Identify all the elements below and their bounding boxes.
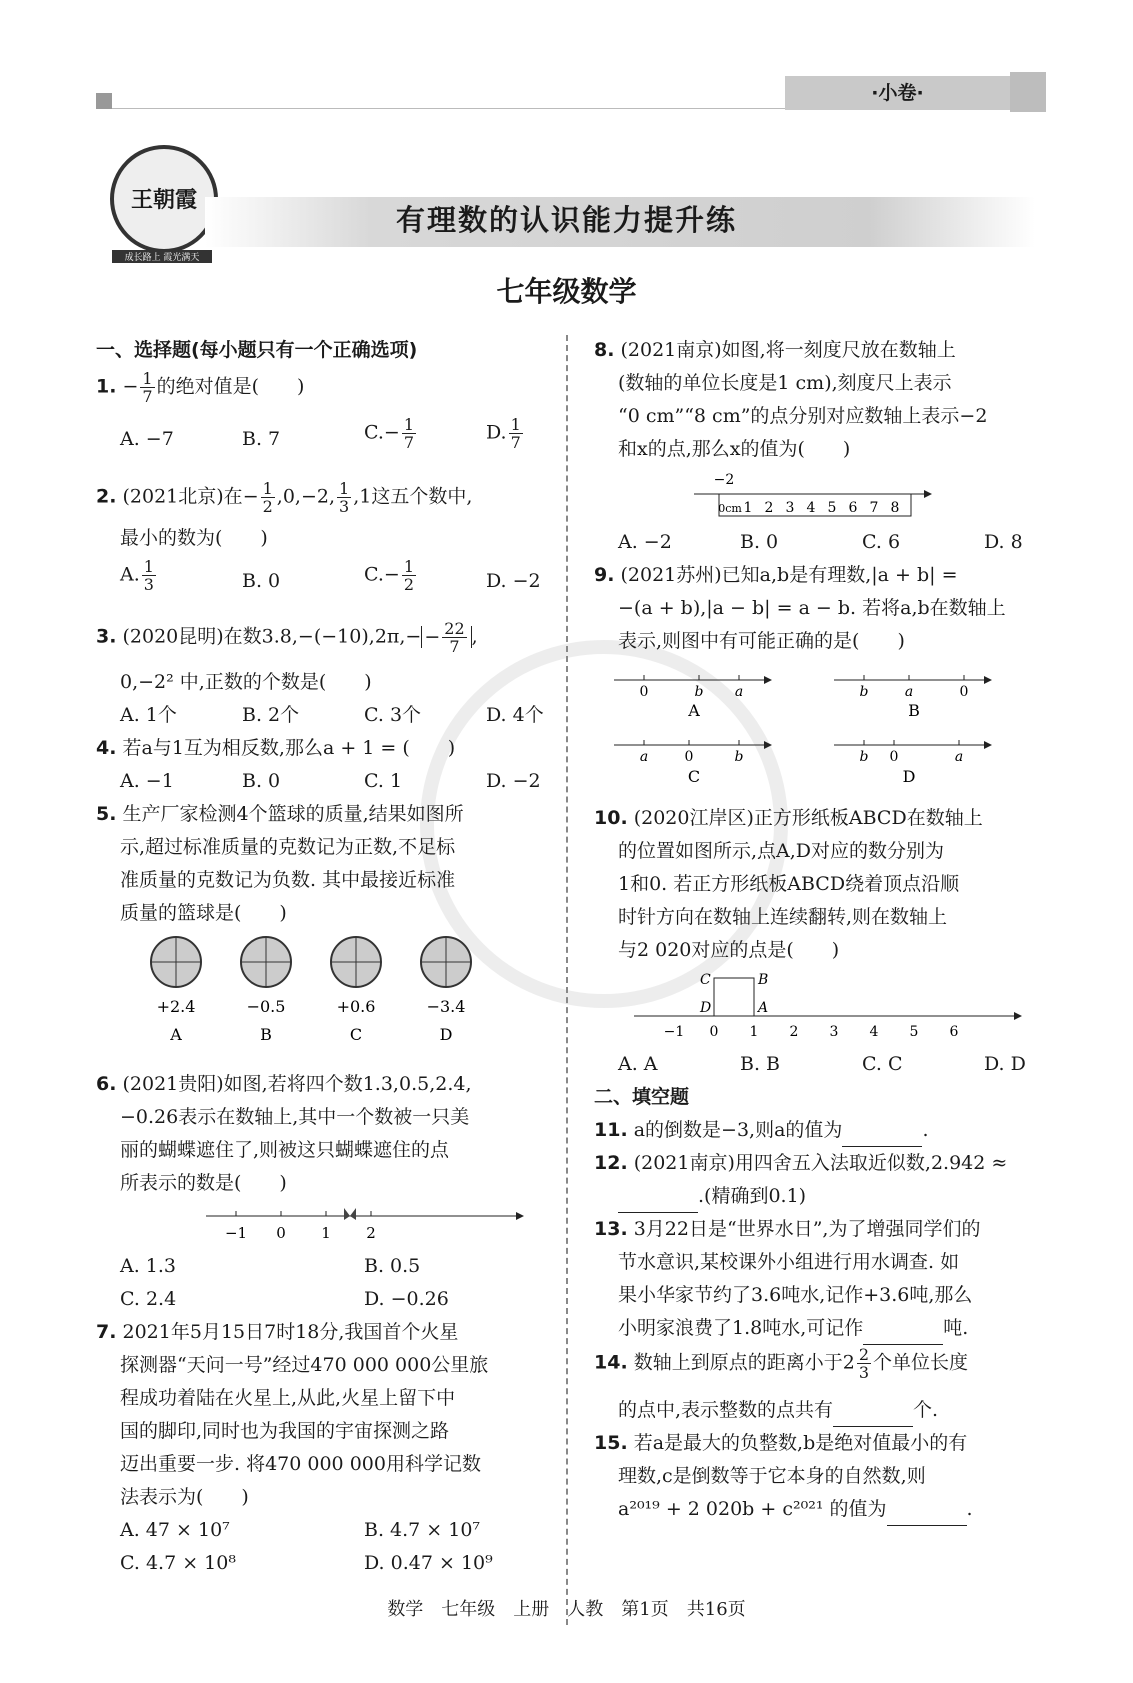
q1-option-b[interactable]: B. 7: [242, 428, 281, 450]
q2-option-c[interactable]: C.− $\frac{1}{2}$: [364, 557, 415, 594]
q7-option-a[interactable]: A. 47 × 10⁷: [120, 1519, 230, 1541]
q8-option-d[interactable]: D. 8: [984, 531, 1023, 553]
section-choice: 一、选择题(每小题只有一个正确选项): [96, 339, 418, 361]
question-9: 9. (2021苏州)已知a,b是有理数,|a + b| =: [594, 564, 958, 586]
question-7-line6: 法表示为( ): [120, 1486, 249, 1508]
q10-option-d[interactable]: D. D: [984, 1053, 1026, 1075]
q10-option-a[interactable]: A. A: [618, 1053, 658, 1075]
left-column: [96, 330, 556, 1590]
svg-text:D: D: [902, 767, 916, 786]
svg-text:−1: −1: [663, 1024, 685, 1040]
q7-option-b[interactable]: B. 4.7 × 10⁷: [364, 1519, 481, 1541]
svg-text:B: B: [908, 701, 920, 720]
svg-text:A: A: [758, 1000, 769, 1016]
q15-answer-blank[interactable]: [887, 1505, 967, 1526]
question-9-line2: −(a + b),|a − b| = a − b. 若将a,b在数轴上: [618, 597, 1006, 619]
question-7-line5: 迈出重要一步. 将470 000 000用科学记数: [120, 1453, 481, 1475]
q2-option-b[interactable]: B. 0: [242, 570, 281, 592]
ruler-mark: 0cm: [718, 502, 742, 515]
question-12: 12. (2021南京)用四舍五入法取近似数,2.942 ≈: [594, 1152, 1008, 1174]
q6-number-line: [206, 1202, 526, 1244]
ball-label-b: B: [260, 1025, 272, 1044]
ruler-mark: 2: [764, 500, 774, 516]
svg-text:b: b: [859, 749, 869, 765]
paper-tag-end: [1010, 72, 1046, 112]
q12-answer-blank[interactable]: [618, 1192, 698, 1213]
ruler-figure: [694, 468, 954, 526]
question-8-line3: “0 cm”“8 cm”的点分别对应数轴上表示−2: [618, 405, 988, 427]
q7-option-c[interactable]: C. 4.7 × 10⁸: [120, 1552, 236, 1574]
question-14-line2: 的点中,表示整数的点共有 个.: [618, 1394, 938, 1427]
ruler-mark: 8: [890, 500, 900, 516]
q6-option-a[interactable]: A. 1.3: [120, 1255, 177, 1277]
question-15: 15. 若a是最大的负整数,b是绝对值最小的有: [594, 1432, 968, 1454]
svg-text:0: 0: [959, 684, 969, 700]
question-8-line4: 和x的点,那么x的值为( ): [618, 438, 851, 460]
corner-decoration: [96, 93, 112, 109]
question-11: 11. a的倒数是−3,则a的值为 .: [594, 1114, 928, 1147]
basketball-c: [331, 937, 381, 987]
q7-option-d[interactable]: D. 0.47 × 10⁹: [364, 1552, 493, 1574]
ball-label-a: A: [170, 1025, 182, 1044]
question-7-line3: 程成功着陆在火星上,从此,火星上留下中: [120, 1387, 456, 1409]
q13-answer-blank[interactable]: [863, 1324, 943, 1345]
svg-text:0: 0: [889, 749, 899, 765]
question-3: 3. (2020昆明)在数3.8,−(−10),2π,− − $\frac{22}{7}$ ,: [96, 619, 478, 656]
svg-text:B: B: [758, 972, 769, 988]
ruler-mark: 1: [743, 500, 753, 516]
q8-option-a[interactable]: A. −2: [618, 531, 672, 553]
basketball-b: [241, 937, 291, 987]
q10-option-b[interactable]: B. B: [740, 1053, 781, 1075]
ruler-mark: 6: [848, 500, 858, 516]
question-2: 2. (2021北京)在− $\frac{1}{2}$ ,0,−2, $\frac{1}{3}$ ,1这五个数中,: [96, 479, 473, 516]
ball-value-c: +0.6: [336, 997, 376, 1016]
svg-text:A: A: [688, 701, 700, 720]
fraction: $\frac{1}{7}$: [142, 369, 153, 406]
svg-text:1: 1: [749, 1024, 759, 1040]
paper-tag: ·小卷·: [785, 76, 1010, 110]
question-3-line2: 0,−2² 中,正数的个数是( ): [120, 671, 372, 693]
ball-label-c: C: [349, 1025, 363, 1044]
q3-option-c[interactable]: C. 3个: [364, 704, 422, 726]
q6-option-d[interactable]: D. −0.26: [364, 1288, 449, 1310]
svg-text:b: b: [734, 749, 744, 765]
tick-label: 2: [366, 1224, 376, 1242]
svg-text:a: a: [904, 684, 914, 700]
ruler-mark: 4: [806, 500, 816, 516]
question-5-line2: 示,超过标准质量的克数记为正数,不足标: [120, 836, 456, 858]
svg-text:C: C: [700, 972, 711, 988]
q1-option-d[interactable]: D. $\frac{1}{7}$: [486, 415, 521, 452]
ruler-mark: 5: [827, 500, 837, 516]
question-13-line2: 节水意识,某校课外小组进行用水调查. 如: [618, 1251, 960, 1273]
page-footer: 数学 七年级 上册 人教 第1页 共16页: [387, 1599, 746, 1620]
question-10-line4: 时针方向在数轴上连续翻转,则在数轴上: [618, 906, 948, 928]
tick-label: 0: [276, 1224, 286, 1242]
svg-text:a: a: [639, 749, 649, 765]
axis-label: −2: [713, 472, 735, 488]
q4-option-c[interactable]: C. 1: [364, 770, 403, 792]
q8-option-b[interactable]: B. 0: [740, 531, 779, 553]
svg-text:a: a: [734, 684, 744, 700]
svg-text:5: 5: [909, 1024, 919, 1040]
q4-option-a[interactable]: A. −1: [120, 770, 174, 792]
question-13-line4: 小明家浪费了1.8吨水,可记作 吨.: [618, 1312, 968, 1345]
question-7: 7. 2021年5月15日7时18分,我国首个火星: [96, 1321, 459, 1343]
question-7-line2: 探测器“天问一号”经过470 000 000公里旅: [120, 1354, 489, 1376]
q2-option-d[interactable]: D. −2: [486, 570, 541, 592]
question-15-line3: a²⁰¹⁹ + 2 020b + c²⁰²¹ 的值为 .: [618, 1493, 973, 1526]
ball-label-d: D: [439, 1025, 453, 1044]
question-2-line2: 最小的数为( ): [120, 527, 268, 549]
svg-text:0: 0: [709, 1024, 719, 1040]
question-15-line2: 理数,c是倒数等于它本身的自然数,则: [618, 1465, 926, 1487]
q10-option-c[interactable]: C. C: [862, 1053, 903, 1075]
ruler-mark: 7: [869, 500, 879, 516]
q8-option-c[interactable]: C. 6: [862, 531, 901, 553]
page-subtitle: 七年级数学: [496, 275, 637, 308]
q3-option-d[interactable]: D. 4个: [486, 704, 544, 726]
question-8: 8. (2021南京)如图,将一刻度尺放在数轴上: [594, 339, 956, 361]
logo-name: 王朝霞: [130, 187, 197, 213]
svg-text:6: 6: [949, 1024, 959, 1040]
svg-text:0: 0: [639, 684, 649, 700]
question-10-line3: 1和0. 若正方形纸板ABCD绕着顶点沿顺: [618, 873, 960, 895]
ball-value-a: +2.4: [156, 997, 196, 1016]
square-number-line: [634, 968, 1034, 1050]
q11-answer-blank[interactable]: [842, 1126, 922, 1147]
question-7-line4: 国的脚印,同时也为我国的宇宙探测之路: [120, 1420, 450, 1442]
svg-text:2: 2: [789, 1024, 799, 1040]
question-13: 13. 3月22日是“世界水日”,为了增强同学们的: [594, 1218, 981, 1240]
q9-diagrams: [614, 660, 1054, 798]
header-rule: [112, 108, 785, 109]
q6-option-b[interactable]: B. 0.5: [364, 1255, 421, 1277]
basketball-a: [151, 937, 201, 987]
svg-text:a: a: [954, 749, 964, 765]
question-8-line2: (数轴的单位长度是1 cm),刻度尺上表示: [618, 372, 952, 394]
question-5-line3: 准质量的克数记为负数. 其中最接近标准: [120, 869, 456, 891]
column-divider: [566, 335, 568, 1625]
question-13-line3: 果小华家节约了3.6吨水,记作+3.6吨,那么: [618, 1284, 973, 1306]
question-5-line4: 质量的篮球是( ): [120, 902, 287, 924]
question-10-line2: 的位置如图所示,点A,D对应的数分别为: [618, 840, 945, 862]
q3-option-b[interactable]: B. 2个: [242, 704, 300, 726]
ball-value-b: −0.5: [246, 997, 286, 1016]
svg-text:4: 4: [869, 1024, 879, 1040]
q9-diagram-a: [614, 675, 772, 720]
basketball-figure: [136, 932, 556, 1052]
q9-diagram-c: [614, 740, 772, 786]
question-1: 1. − $\frac{1}{7}$ 的绝对值是( ): [96, 369, 305, 406]
section-fill: 二、填空题: [594, 1086, 690, 1108]
right-column: [594, 330, 1054, 1590]
logo-motto: 成长路上 霞光满天: [112, 250, 212, 263]
svg-text:3: 3: [829, 1024, 839, 1040]
question-10-line5: 与2 020对应的点是( ): [618, 939, 840, 961]
page-title: 有理数的认识能力提升练: [395, 203, 737, 237]
question-5: 5. 生产厂家检测4个篮球的质量,结果如图所: [96, 803, 464, 825]
q1-option-c[interactable]: C.− $\frac{1}{7}$: [364, 415, 415, 452]
q9-diagram-b: [834, 675, 992, 720]
q2-option-a[interactable]: A. $\frac{1}{3}$: [120, 557, 154, 594]
svg-text:D: D: [700, 1000, 712, 1016]
question-14: 14. 数轴上到原点的距离小于2 $\frac{2}{3}$ 个单位长度: [594, 1345, 969, 1382]
svg-text:C: C: [687, 767, 701, 786]
q6-option-c[interactable]: C. 2.4: [120, 1288, 177, 1310]
ruler-mark: 3: [785, 500, 795, 516]
question-12-line2: .(精确到0.1): [618, 1180, 806, 1213]
q9-diagram-d: [834, 740, 992, 786]
question-4: 4. 若a与1互为相反数,那么a + 1 = ( ): [96, 737, 456, 759]
tick-label: 1: [321, 1224, 331, 1242]
q4-option-d[interactable]: D. −2: [486, 770, 541, 792]
question-6: 6. (2021贵阳)如图,若将四个数1.3,0.5,2.4,: [96, 1073, 472, 1095]
q4-option-b[interactable]: B. 0: [242, 770, 281, 792]
basketball-d: [421, 937, 471, 987]
q14-answer-blank[interactable]: [833, 1406, 913, 1427]
question-9-line3: 表示,则图中有可能正确的是( ): [618, 630, 905, 652]
q3-option-a[interactable]: A. 1个: [120, 704, 177, 726]
question-6-line2: −0.26表示在数轴上,其中一个数被一只美: [120, 1106, 470, 1128]
square-abcd: [714, 978, 754, 1016]
q1-option-a[interactable]: A. −7: [120, 428, 174, 450]
svg-text:b: b: [694, 684, 704, 700]
question-6-line4: 所表示的数是( ): [120, 1172, 287, 1194]
question-10: 10. (2020江岸区)正方形纸板ABCD在数轴上: [594, 807, 983, 829]
butterfly-icon: [344, 1208, 356, 1220]
tick-label: −1: [224, 1224, 248, 1242]
svg-text:0: 0: [684, 749, 694, 765]
svg-text:b: b: [859, 684, 869, 700]
question-6-line3: 丽的蝴蝶遮住了,则被这只蝴蝶遮住的点: [120, 1139, 450, 1161]
ball-value-d: −3.4: [426, 997, 466, 1016]
